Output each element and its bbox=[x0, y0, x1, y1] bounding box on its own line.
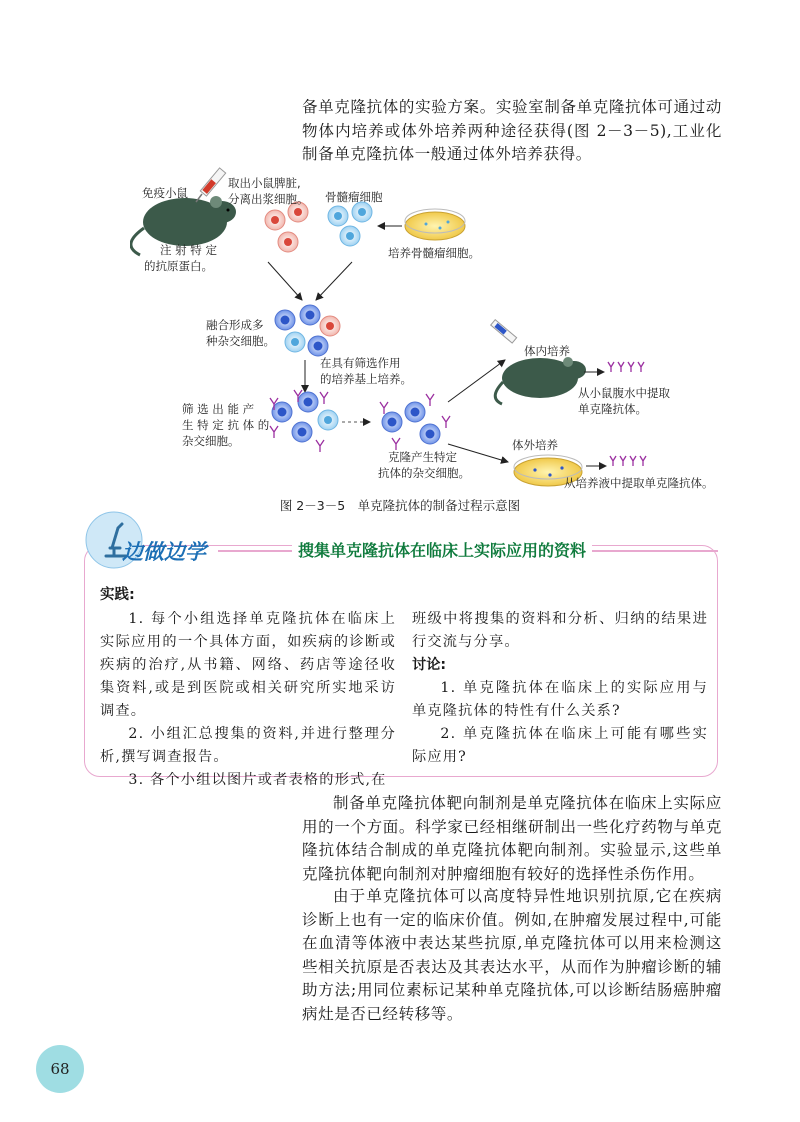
label-myeloma: 骨髓瘤细胞 bbox=[325, 190, 383, 204]
activity-right-column bbox=[412, 608, 708, 769]
label-clone-2: 抗体的杂交细胞。 bbox=[378, 466, 470, 480]
label-inject-2: 的抗原蛋白。 bbox=[144, 259, 213, 273]
label-supernatant: 从培养液中提取单克隆抗体。 bbox=[564, 476, 714, 490]
discussion-item-2: 2. 单克隆抗体在临床上可能有哪些实际应用? bbox=[412, 726, 708, 765]
label-inject-1: 注 射 特 定 bbox=[160, 243, 217, 257]
petri-dish-icon bbox=[405, 209, 465, 240]
activity-topic: 搜集单克隆抗体在临床上实际应用的资料 bbox=[292, 538, 592, 561]
label-mouse: 免疫小鼠 bbox=[142, 186, 188, 200]
label-in-vitro: 体外培养 bbox=[512, 438, 558, 452]
label-in-vivo: 体内培养 bbox=[524, 344, 570, 358]
antibody-group-1 bbox=[608, 362, 644, 372]
label-screen-3: 杂交细胞。 bbox=[182, 434, 240, 448]
myeloma-cells bbox=[328, 202, 372, 246]
figure-caption: 图 2－3－5 单克隆抗体的制备过程示意图 bbox=[279, 498, 521, 513]
page-number-badge bbox=[36, 1045, 84, 1093]
syringe-icon bbox=[196, 168, 226, 202]
practice-item-3-cont: 班级中将搜集的资料和分析、归纳的结果进行交流与分享。 bbox=[412, 611, 708, 650]
body-paragraph-1: 制备单克隆抗体靶向制剂是单克隆抗体在临床上实际应用的一个方面。科学家已经相继研制出一些化疗药物与单克隆抗体结合制成的单克隆抗体靶向制剂。实验显示,这些单克隆抗体靶向制剂对肿瘤细胞有较好的选择性杀伤作用。 bbox=[302, 794, 722, 883]
label-fuse-2: 种杂交细胞。 bbox=[206, 334, 275, 348]
practice-heading: 实践: bbox=[100, 587, 135, 603]
activity-left-column bbox=[100, 608, 396, 792]
label-select-2: 的培养基上培养。 bbox=[320, 372, 412, 386]
label-culture-myeloma: 培养骨髓瘤细胞。 bbox=[388, 246, 480, 260]
label-spleen-2: 分离出浆细胞。 bbox=[228, 192, 309, 206]
label-select-1: 在具有筛选作用 bbox=[320, 356, 401, 370]
page-number: 68 bbox=[50, 1060, 70, 1078]
activity-badge-title: 边做边学 bbox=[122, 540, 206, 564]
label-screen-2: 生 特 定 抗 体 的 bbox=[182, 418, 270, 432]
discussion-heading: 讨论: bbox=[412, 657, 447, 673]
label-fuse-1: 融合形成多 bbox=[206, 318, 264, 332]
label-spleen-1: 取出小鼠脾脏, bbox=[228, 176, 301, 190]
label-screen-1: 筛 选 出 能 产 bbox=[182, 402, 255, 416]
practice-item-1: 1. 每个小组选择单克隆抗体在临床上实际应用的一个具体方面，如疾病的诊断或疾病的治疗,从书籍、网络、药店等途径收集资料,或是到医院或相关研究所实地采访调查。 bbox=[100, 611, 396, 719]
discussion-item-1: 1. 单克隆抗体在临床上的实际应用与单克隆抗体的特性有什么关系? bbox=[412, 680, 708, 719]
intro-paragraph: 备单克隆抗体的实验方案。实验室制备单克隆抗体可通过动物体内培养或体外培养两种途径获得(图 2－3－5),工业化制备单克隆抗体一般通过体外培养获得。 bbox=[302, 98, 722, 163]
mouse-in-vivo-icon bbox=[491, 320, 586, 404]
practice-item-3: 3. 各个小组以图片或者表格的形式,在 bbox=[128, 772, 387, 788]
antibody-group-2 bbox=[610, 456, 646, 466]
label-ascites-2: 单克隆抗体。 bbox=[578, 402, 647, 416]
plasma-cells bbox=[265, 202, 308, 252]
cloned-cells bbox=[380, 394, 450, 450]
body-paragraph-2: 由于单克隆抗体可以高度特异性地识别抗原,它在疾病诊断上也有一定的临床价值。例如,在肿瘤发展过程中,可能在血清等体液中表达某些抗原,单克隆抗体可以用来检测这些相关抗原是否表达及其表达水平，从而作为肿瘤诊断的辅助方法;用同位素标记某种单克隆抗体,可以诊断结肠癌肿瘤病灶是否已经转移等。 bbox=[302, 887, 722, 1023]
monoclonal-antibody-figure bbox=[130, 150, 730, 495]
label-clone-1: 克隆产生特定 bbox=[388, 450, 457, 464]
screened-cells bbox=[270, 390, 338, 452]
label-ascites-1: 从小鼠腹水中提取 bbox=[578, 386, 670, 400]
hybrid-cells bbox=[275, 305, 340, 356]
practice-heading-wrap bbox=[100, 584, 135, 607]
practice-item-2: 2. 小组汇总搜集的资料,并进行整理分析,撰写调查报告。 bbox=[100, 726, 396, 765]
